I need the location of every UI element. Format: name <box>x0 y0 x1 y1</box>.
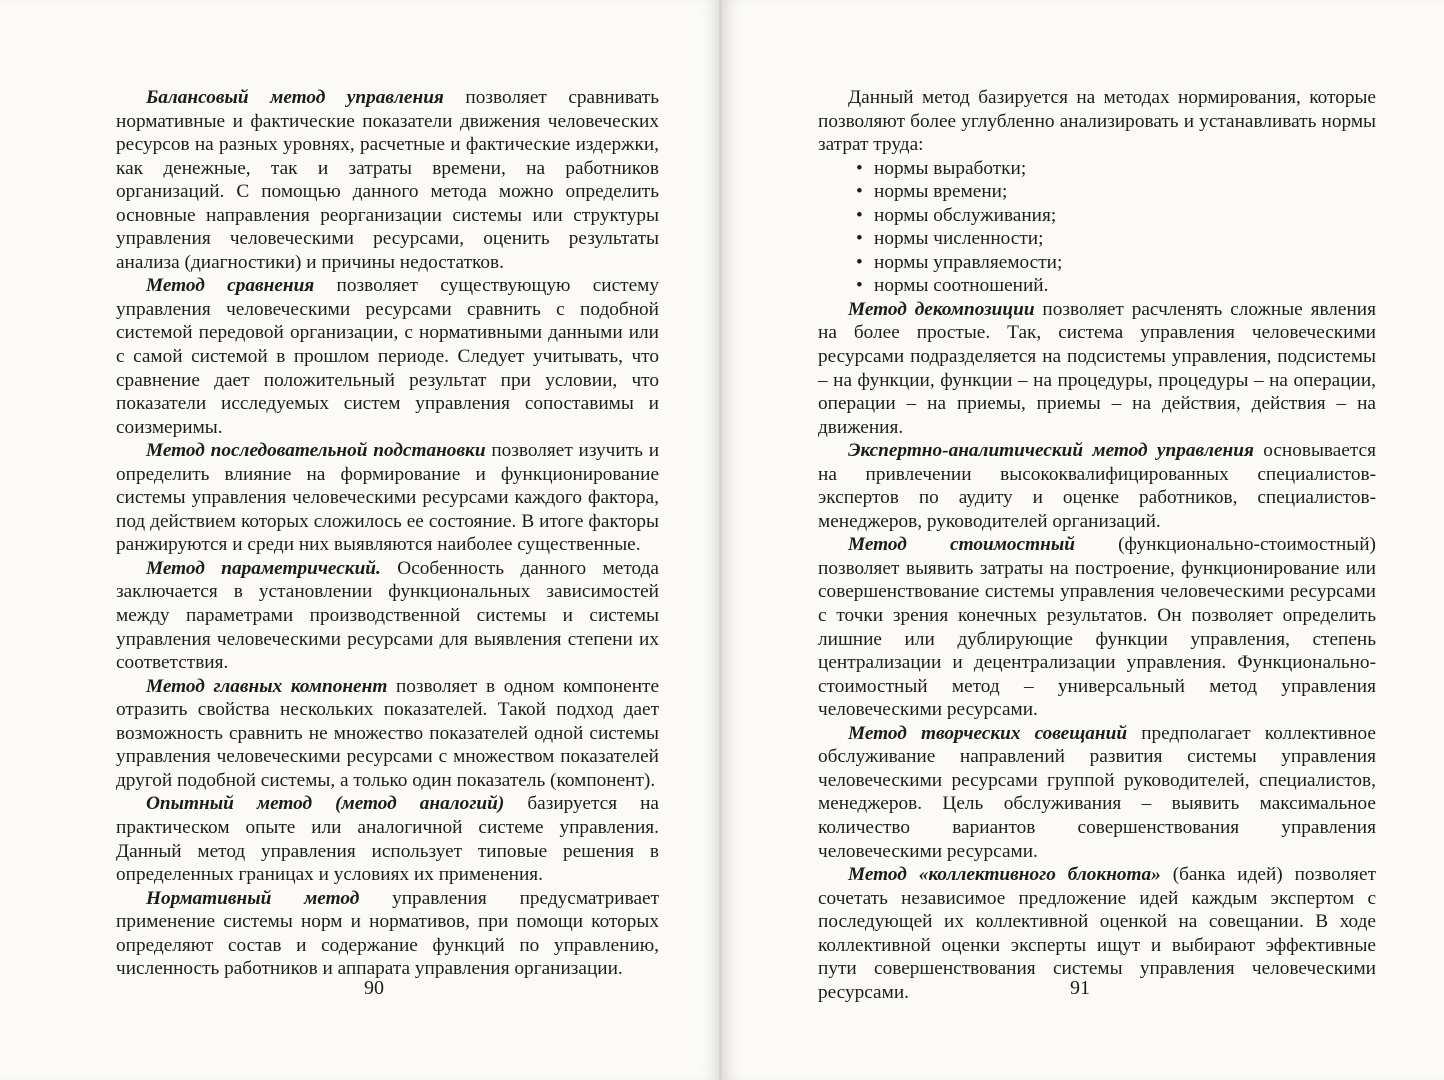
list-item: • нормы времени; <box>856 180 1376 204</box>
paragraph-norming-intro: Данный метод базируется на методах нормирования, которые позволяют более углубленно анализировать и устанавливать нормы затрат труда: <box>818 87 1376 156</box>
term: Метод параметрический. <box>146 557 381 579</box>
paragraph-decomposition-method <box>818 298 1376 439</box>
paragraph-creative-meetings <box>818 722 1376 863</box>
left-page <box>0 0 720 1080</box>
right-page-text <box>818 86 1376 1004</box>
term: Экспертно-аналитический метод управления <box>848 440 1254 462</box>
term: Метод творческих совещаний <box>848 722 1128 744</box>
paragraph-body: позволяет существующую систему управления человеческими ресурсами сравнить с подобной системой передовой организации, с нормативными данными или с самой системой в прошлом периоде. Следует учитывать, что сравнение дает положительный результат при условии, что показатели исследуемых систем управления сопоставимы и соизмеримы. <box>116 275 659 438</box>
page-number-right: 91 <box>1070 977 1090 999</box>
paragraph-analogy-method <box>116 792 659 886</box>
page-number-left: 90 <box>364 977 384 999</box>
right-page <box>722 0 1444 1080</box>
paragraph-body: позволяет в одном компоненте отразить свойства нескольких показателей. Такой подход дает возможность сравнить не множество показателей одной системы управления человеческими ресурсами с множеством показателей другой подобной системы, а только один показатель (компонент). <box>116 675 659 791</box>
paragraph-body: управления предусматривает применение системы норм и нормативов, при помощи которых определяют состав и содержание функций по управлению, численность работников и аппарата управления организации. <box>116 887 659 980</box>
term: Нормативный метод <box>146 887 360 909</box>
paragraph-normative-method <box>116 887 659 981</box>
term: Метод стоимостный <box>848 534 1075 556</box>
norms-list <box>818 157 1376 298</box>
left-page-text <box>116 86 659 981</box>
term: Метод «коллективного блокнота» <box>848 864 1161 886</box>
paragraph-parametric-method <box>116 557 659 675</box>
paragraph-comparison-method <box>116 274 659 439</box>
paragraph-body: (функционально-стоимостный) позволяет выявить затраты на построение, функционирование или совершенствование системы управления человеческими ресурсами с точки зрения конечных результатов. Он позволяет определить лишние или дублирующие функции управления, степень централизации и децентрализации управления. Функционально-стоимостный метод – универсальный метод управления человеческими ресурсами. <box>818 534 1376 721</box>
paragraph-expert-method <box>818 439 1376 533</box>
paragraph-balance-method <box>116 86 659 274</box>
list-item: • нормы обслуживания; <box>856 204 1376 228</box>
paragraph-body: основывается на привлечении высококвалифицированных специалистов-экспертов по аудиту и оценке работников, специалистов-менеджеров, руководителей организаций. <box>818 440 1376 532</box>
paragraph-body: позволяет изучить и определить влияние на формирование и функционирование системы управления человеческими ресурсами каждого фактора, под действием которых сложилось ее состояние. В итоге факторы ранжируются и среди них выявляются наиболее существенные. <box>116 440 660 556</box>
list-item: • нормы управляемости; <box>856 251 1376 275</box>
paragraph-cost-method <box>818 533 1376 721</box>
list-item: • нормы соотношений. <box>856 274 1376 298</box>
list-item: • нормы выработки; <box>856 157 1376 181</box>
paragraph-substitution-method <box>116 439 659 557</box>
paragraph-body: позволяет расчленять сложные явления на более простые. Так, система управления человеческими ресурсами подразделяется на подсистемы управления, подсистемы – на функции, функции – на процедуры, процедуры – на операции, операции – на приемы, приемы – на действия, действия – на движения. <box>818 298 1376 438</box>
term: Метод сравнения <box>146 275 315 297</box>
list-item: • нормы численности; <box>856 227 1376 251</box>
paragraph-body: предполагает коллективное обслуживание направлений развития системы управления человеческими ресурсами группой руководителей, специалистов, менеджеров. Цель обслуживания – выявить максимальное количество вариантов совершенствования управления человеческими ресурсами. <box>818 722 1376 862</box>
paragraph-body: (банка идей) позволяет сочетать независимое предложение идей каждым экспертом с последующей их коллективной оценкой на совещании. В ходе коллективной оценки эксперты ищут и выбирают эффективные пути совершенствования системы управления человеческими ресурсами. <box>818 864 1376 1003</box>
term: Метод последовательной подстановки <box>146 440 486 462</box>
term: Метод декомпозиции <box>848 298 1035 320</box>
paragraph-principal-components <box>116 675 659 793</box>
paragraph-body: базируется на практическом опыте или аналогичной системе управления. Данный метод управления использует типовые решения в определенных границах и условиях их применения. <box>116 793 659 886</box>
paragraph-body: Особенность данного метода заключается в установлении функциональных зависимостей между параметрами производственной системы и системы управления человеческими ресурсами для выявления степени их соответствия. <box>116 557 659 674</box>
term: Метод главных компонент <box>146 675 388 697</box>
term: Балансовый метод управления <box>146 87 444 108</box>
term: Опытный метод (метод аналогий) <box>146 793 505 815</box>
paragraph-body: позволяет сравнивать нормативные и фактические показатели движения человеческих ресурсов на разных уровнях, расчетные и фактические издержки, как денежные, так и затраты времени, на работников организаций. С помощью данного метода можно определить основные направления реорганизации системы или структуры управления человеческими ресурсами, оценить результаты анализа (диагностики) и причины недостатков. <box>116 87 659 273</box>
